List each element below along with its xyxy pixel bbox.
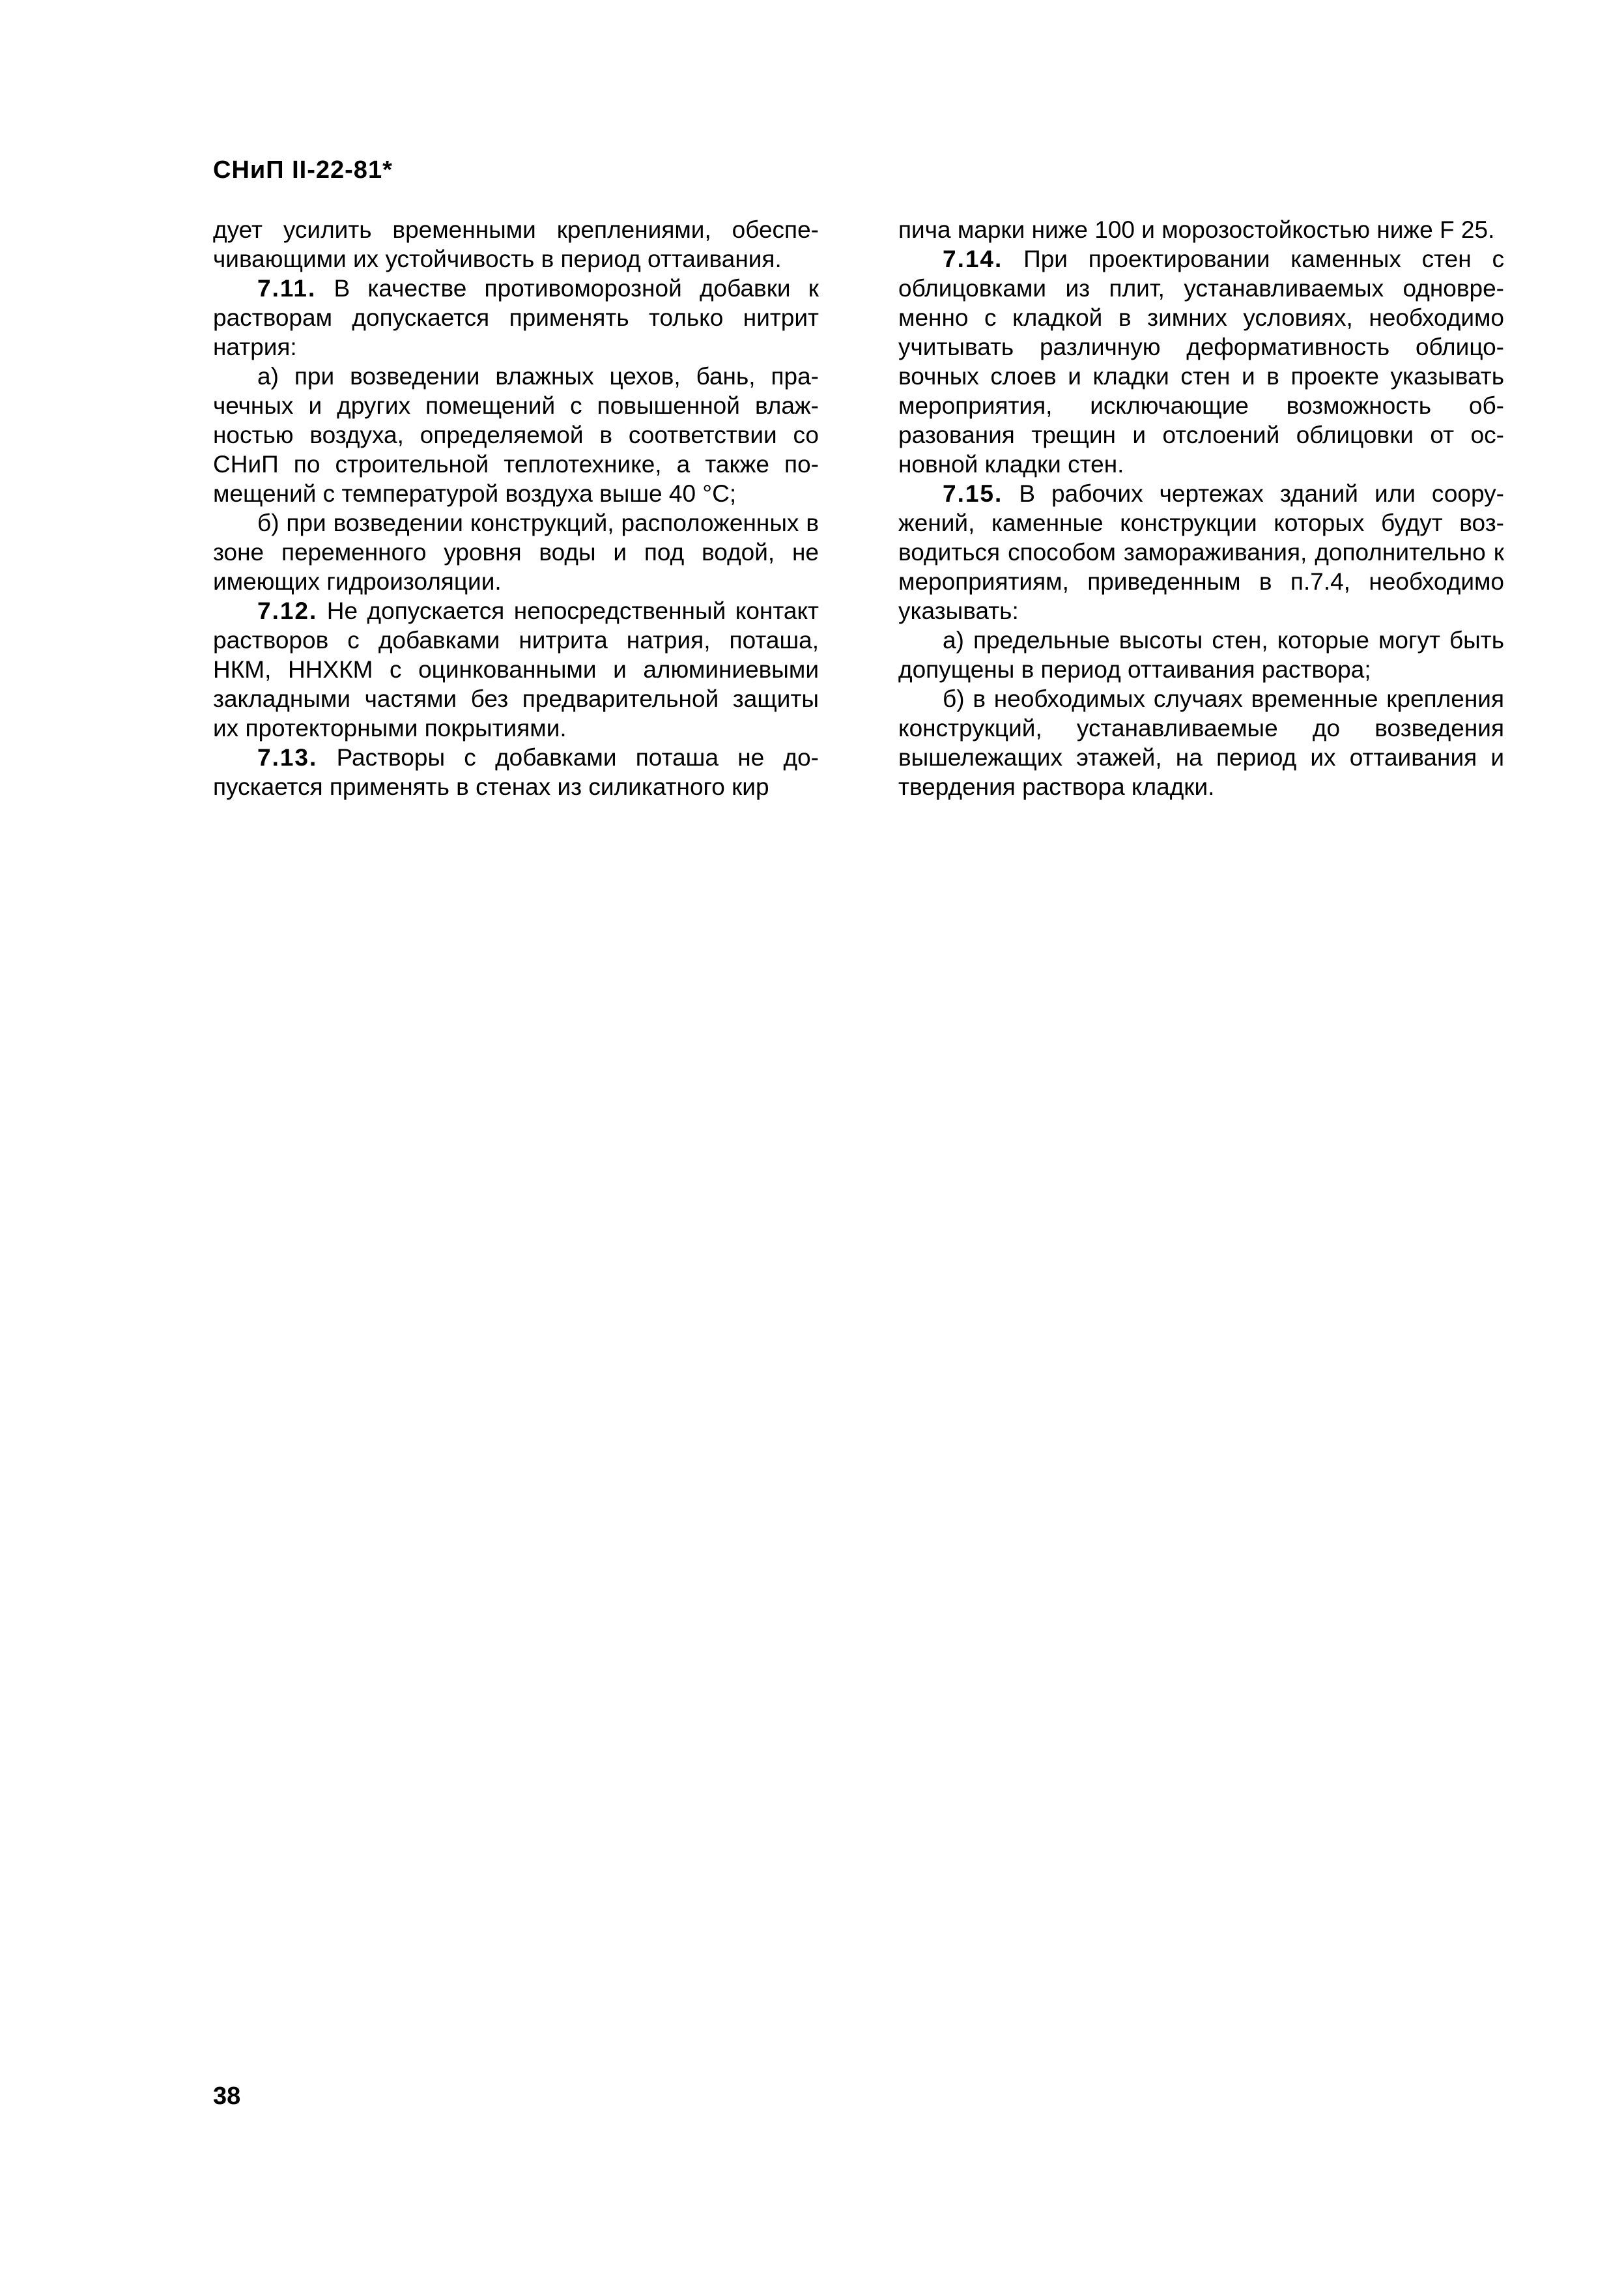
paragraph-7-15	[898, 479, 1504, 626]
section-number-7-12: 7.12.	[257, 598, 318, 624]
left-column	[213, 215, 819, 801]
paragraph-continuation-right: пича марки ниже 100 и морозостойкостью ниже F 25.	[898, 216, 1495, 243]
paragraph-7-11	[213, 274, 819, 362]
list-item-a: а) при возведении влажных цехов, бань, прачечных и других помещений с повышенной влажностью воздуха, определяемой в соответствии со СНиП по строительной теплотехнике, а также помещений с температурой воздуха выше 40 °С;	[213, 363, 819, 507]
section-number-7-11: 7.11.	[257, 275, 317, 302]
paragraph-7-15-text: В рабочих чертежах зданий или сооружений, каменные конструкции которых будут возводиться способом замораживания, дополнительно к мероприятиям, приведенным в п.7.4, необходимо указывать:	[898, 480, 1504, 624]
section-number-7-14: 7.14.	[943, 246, 1003, 272]
paragraph-7-12-text: Не допускается непосредственный контакт растворов с добавками нитрита натрия, поташа, НКМ, ННХКМ с оцинкованными и алюминиевыми закладными частями без предварительной защиты их протекторными покрытиями.	[213, 598, 819, 742]
right-column	[898, 215, 1504, 801]
paragraph-7-12	[213, 596, 819, 743]
paragraph-7-13	[213, 743, 819, 801]
section-number-7-13: 7.13.	[257, 744, 318, 771]
paragraph-7-13-text: Растворы с добавками поташа не допускается применять в стенах из силикатного кир	[213, 744, 819, 800]
page-number: 38	[213, 2082, 241, 2110]
paragraph-7-11-text: В качестве противоморозной добавки к растворам допускается применять только нитрит натрия:	[213, 275, 819, 360]
list-item-b: б) при возведении конструкций, расположенных в зоне переменного уровня воды и под водой, не имеющих гидроизоляции.	[213, 510, 819, 595]
paragraph-7-14	[898, 244, 1504, 479]
list-item-b-right: б) в необходимых случаях временные крепления конструкций, устанавливаемые до возведения вышележащих этажей, на период их оттаивания и твердения раствора кладки.	[898, 685, 1504, 800]
section-number-7-15: 7.15.	[943, 480, 1003, 507]
page-header-title: СНиП II-22-81*	[213, 156, 393, 184]
paragraph-7-14-text: При проектировании каменных стен с облицовками из плит, устанавливаемых одновременно с кладкой в зимних условиях, необходимо учитывать различную деформативность облицовочных слоев и кладки стен и в проекте указывать мероприятия, исключающие возможность образования трещин и отслоений облицовки от основной кладки стен.	[898, 246, 1504, 478]
paragraph-continuation: дует усилить временными креплениями, обеспечивающими их устойчивость в период оттаивания.	[213, 216, 819, 272]
list-item-a-right: а) предельные высоты стен, которые могут быть допущены в период оттаивания раствора;	[898, 627, 1504, 683]
